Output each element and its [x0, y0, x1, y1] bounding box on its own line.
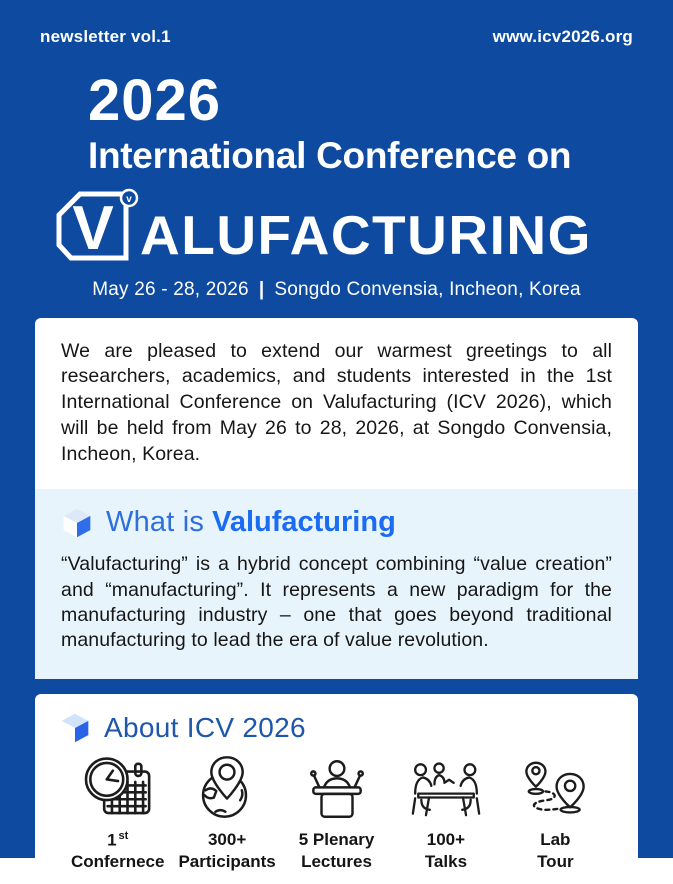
stat-lab-tour [501, 754, 610, 874]
stat-label: 300+ Participants [178, 829, 276, 871]
what-is-heading [106, 506, 396, 539]
conference-dates: May 26 - 28, 2026 [92, 278, 249, 300]
stat-label: 100+ Talks [424, 829, 468, 871]
greeting-paragraph: We are pleased to extend our warmest greetings to all researchers, academics, and students interested in the 1st International Conference on Valufacturing (ICV 2026), which will be held from May 26 to 28, 2026, at Songdo Convensia, Incheon, Korea. [61, 339, 612, 465]
website-link[interactable]: www.icv2026.org [492, 27, 633, 46]
logo-v-box-icon [54, 189, 138, 265]
logo-wordmark: ALUFACTURING [140, 203, 592, 266]
topbar [0, 0, 673, 47]
date-venue-line [0, 279, 673, 301]
what-is-paragraph: “Valufacturing” is a hybrid concept combining “value creation” and “manufacturing”. It represents a new paradigm for the manufacturing industry – one that goes beyond traditional manufacturing to lead the era of value revolution. [61, 553, 612, 652]
stat-participants [172, 754, 281, 874]
about-heading-row [59, 712, 614, 744]
svg-text:v: v [126, 193, 132, 205]
about-section [35, 694, 638, 874]
route-pins-icon [520, 754, 590, 820]
globe-pin-icon [194, 754, 260, 820]
what-is-heading-bold: Valufacturing [212, 506, 396, 539]
stat-label: Lab Tour [537, 829, 574, 871]
separator: | [258, 278, 265, 300]
what-is-heading-row [61, 506, 612, 539]
what-is-section [35, 489, 638, 678]
cube-icon [61, 507, 93, 539]
meeting-table-icon [409, 754, 483, 820]
newsletter-volume: newsletter vol.1 [40, 27, 171, 46]
stat-label: 5 Plenary Lectures [298, 829, 375, 871]
conference-venue: Songdo Convensia, Incheon, Korea [274, 278, 581, 300]
stat-label: 1 $^{st}$ Confernece [70, 829, 165, 872]
stats-row [59, 744, 614, 874]
about-heading: About ICV 2026 [104, 711, 306, 743]
cube-icon [59, 712, 91, 744]
conference-title: International Conference on [88, 135, 572, 176]
intro-card [35, 318, 638, 679]
what-is-heading-regular: What is [106, 506, 205, 539]
conference-year: 2026 [88, 68, 222, 133]
hero [0, 68, 673, 301]
stat-talks [391, 754, 500, 874]
valufacturing-logo [54, 189, 673, 265]
podium-speaker-icon [302, 754, 372, 820]
svg-text:V: V [72, 193, 114, 263]
calendar-clock-icon [81, 754, 155, 820]
stat-first-conference [63, 754, 172, 874]
about-card [35, 694, 638, 884]
stat-plenary-lectures [282, 754, 391, 874]
